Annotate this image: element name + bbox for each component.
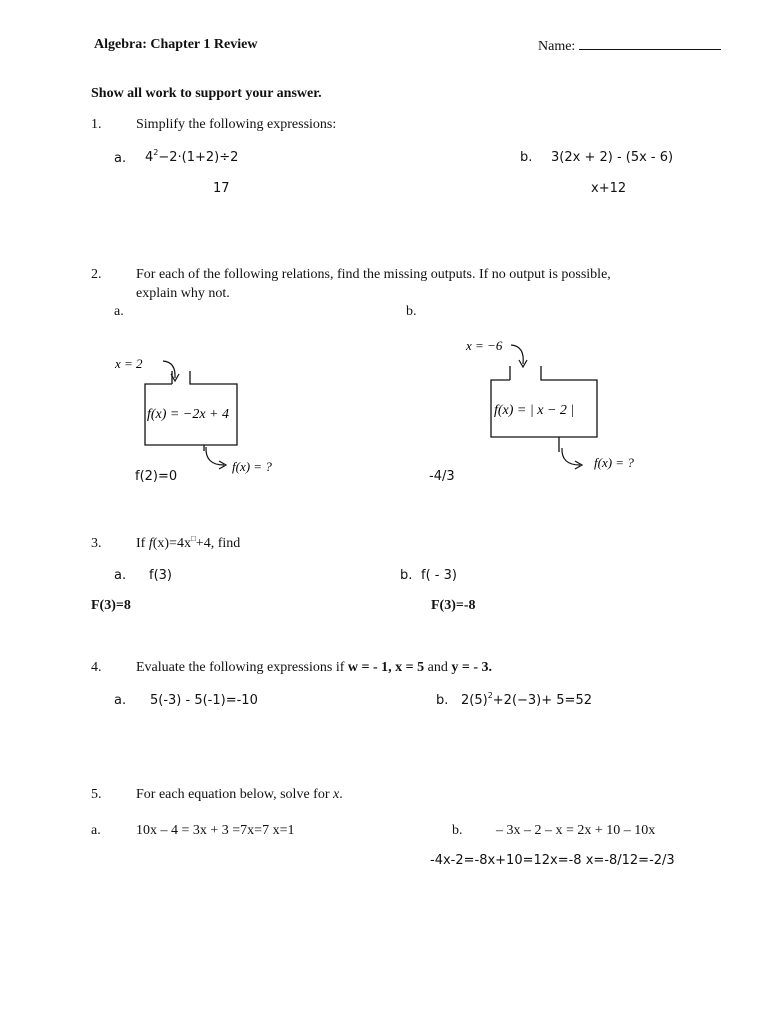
name-label: Name: — [538, 39, 576, 54]
q4-number: 4. — [91, 660, 102, 675]
q2a-output-label: f(x) = ? — [232, 459, 272, 474]
q1a-expression: $4^2-2\cdot(1+2)\div 2$ — [145, 148, 239, 165]
q5b-work: -4x-2=-8x+10=12x=-8 x=-8/12=-2/3 — [430, 853, 675, 868]
q3-number: 3. — [91, 536, 102, 551]
q1a-label: a. — [114, 151, 127, 166]
q2-prompt-line2: explain why not. — [136, 286, 230, 301]
q3a-expression: f(3) — [149, 568, 172, 583]
q4b-label: b. — [436, 693, 449, 708]
q3b-label: b. — [400, 568, 413, 583]
q2-number: 2. — [91, 267, 102, 282]
q5b-label: b. — [452, 823, 463, 838]
q2b-input-label: x = −6 — [466, 338, 503, 353]
q2b-output-label: f(x) = ? — [594, 455, 634, 470]
q3-prompt: If f(x)=4x□+4, find — [136, 534, 241, 551]
q2a-answer: f(2)=0 — [135, 469, 178, 484]
q5b-expression: – 3x – 2 – x = 2x + 10 – 10x — [496, 823, 656, 838]
q5a-label: a. — [91, 823, 101, 838]
instructions: Show all work to support your answer. — [91, 86, 322, 101]
q3b-expression: f( - 3) — [421, 568, 457, 583]
worksheet-title: Algebra: Chapter 1 Review — [94, 37, 258, 52]
q2a-input-label: x = 2 — [115, 356, 143, 371]
q1a-answer: 17 — [213, 181, 230, 196]
q1-number: 1. — [91, 117, 102, 132]
q2b-function-rule: f(x) = | x − 2 | — [494, 403, 575, 418]
q2a-function-rule: f(x) = −2x + 4 — [147, 407, 229, 422]
q1-prompt: Simplify the following expressions: — [136, 117, 337, 132]
q1b-expression: 3(2x + 2) - (5x - 6) — [551, 150, 674, 165]
q4-prompt: Evaluate the following expressions if w = - 1, x = 5 and y = - 3. — [136, 660, 492, 675]
q4a-label: a. — [114, 693, 127, 708]
q2b-label: b. — [406, 304, 417, 319]
q3b-answer: F(3)=-8 — [431, 598, 476, 613]
q5-number: 5. — [91, 787, 102, 802]
q4b-expression: $2(5)^2+2(-3)+ 5=52$ — [461, 691, 592, 708]
q4a-expression: 5(-3) - 5(-1)=-10 — [150, 693, 258, 708]
q2-prompt-line1: For each of the following relations, find the missing outputs. If no output is possible, — [136, 267, 611, 282]
q5a-expression: 10x – 4 = 3x + 3 =7x=7 x=1 — [136, 823, 295, 838]
q1b-answer: x+12 — [591, 181, 627, 196]
q3a-label: a. — [114, 568, 127, 583]
q3a-answer: F(3)=8 — [91, 598, 131, 613]
q2b-machine-box — [491, 366, 597, 437]
q1b-label: b. — [520, 150, 533, 165]
q2b-input-arrow — [511, 345, 523, 364]
q2b-answer: -4/3 — [429, 469, 455, 484]
q5-prompt: For each equation below, solve for x. — [136, 787, 343, 802]
q2a-label: a. — [114, 304, 124, 319]
